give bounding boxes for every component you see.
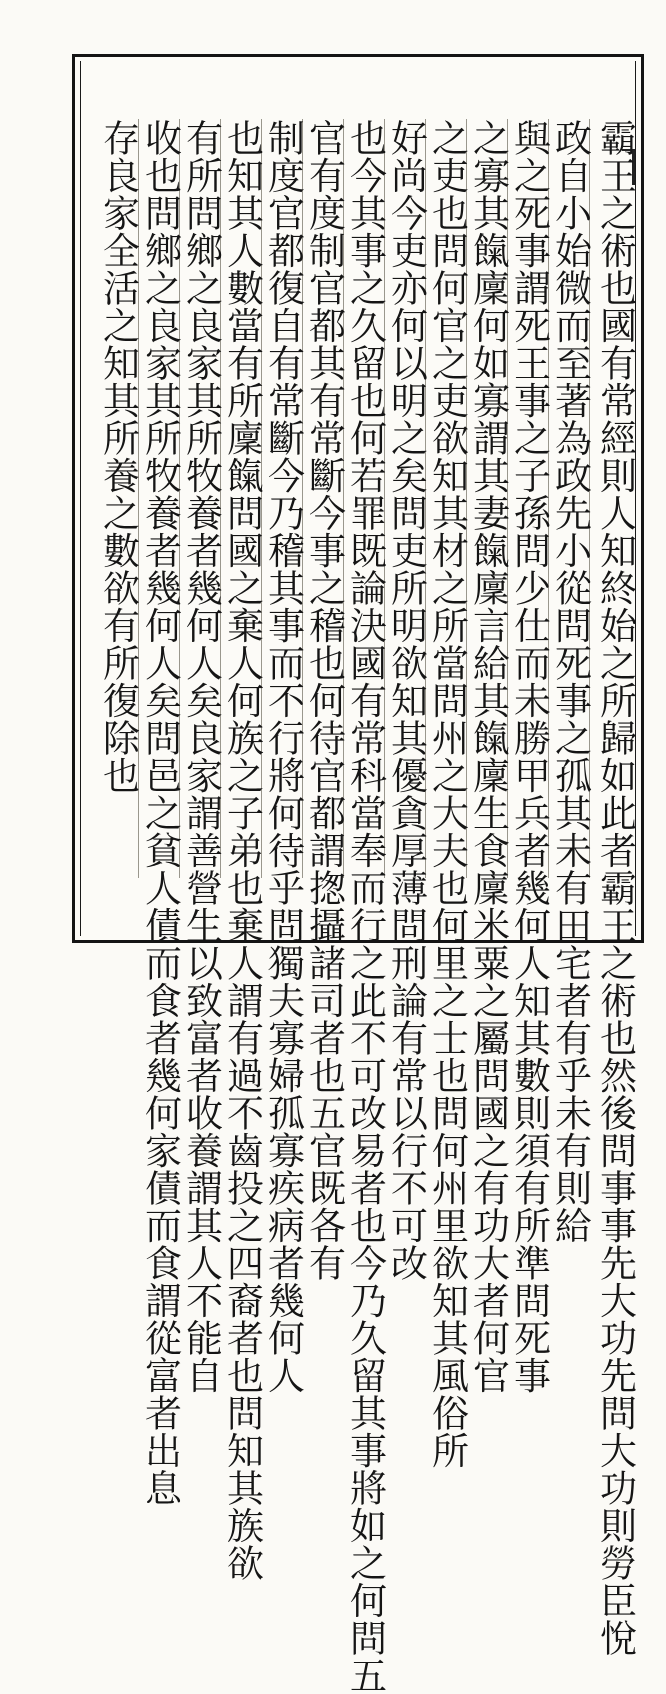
text-column-4: 之寡其餼廩何如寡謂其妻餼廩言給其餼廩生食廩米粟之屬問國之有功大者何官 xyxy=(466,119,510,1394)
text-column-13: 存良家全活之知其所養之數欲有所復除也 xyxy=(96,119,140,794)
text-column-12: 收也問鄉之良家其所牧養者幾何人矣問邑之貧人債而食者幾何家債而食謂從富者出息 xyxy=(138,119,182,1507)
text-column-1: 霸王之術也國有常經則人知終始之所歸如此者霸王之術也然後問事事先大功先問大功則勞臣悅 xyxy=(593,119,637,1657)
page-frame xyxy=(72,54,644,1694)
text-column-11: 有所問鄉之良家其所牧養者幾何人矣良家謂善營生以致富者收養謂其人不能自 xyxy=(179,119,223,1394)
text-column-6: 好尚今吏亦何以明之矣問吏所明欲知其優貪厚薄問刑論有常以行不可改 xyxy=(384,119,428,1282)
text-column-3: 與之死事謂死王事之子孫問少仕而未勝甲兵者幾何人知其數則須有所準問死事 xyxy=(507,119,551,1394)
text-column-8: 官有度制官都其有常斷今事之稽也何待官都謂揔攝諸司者也五官既各有 xyxy=(302,119,346,1282)
text-column-9: 制度官都復自有常斷今乃稽其事而不行將何待乎問獨夫寡婦孤寡疾病者幾何人 xyxy=(261,119,305,1394)
text-column-5: 之吏也問何官之吏欲知其材之所當問州之大夫也何里之士也問何州里欲知其風俗所 xyxy=(425,119,469,1469)
text-column-7: 也今其事之久留也何若罪既論決國有常科當奉而行之此不可改易者也今乃久留其事將如之何問五 xyxy=(343,119,387,1694)
text-column-2: 政自小始微而至著為政先小從問死事之孤其未有田宅者有乎未有則給 xyxy=(548,119,592,1244)
text-column-10: 也知其人數當有所廩餼問國之棄人何族之子弟也棄人謂有過不齒投之四裔者也問知其族欲 xyxy=(220,119,264,1582)
